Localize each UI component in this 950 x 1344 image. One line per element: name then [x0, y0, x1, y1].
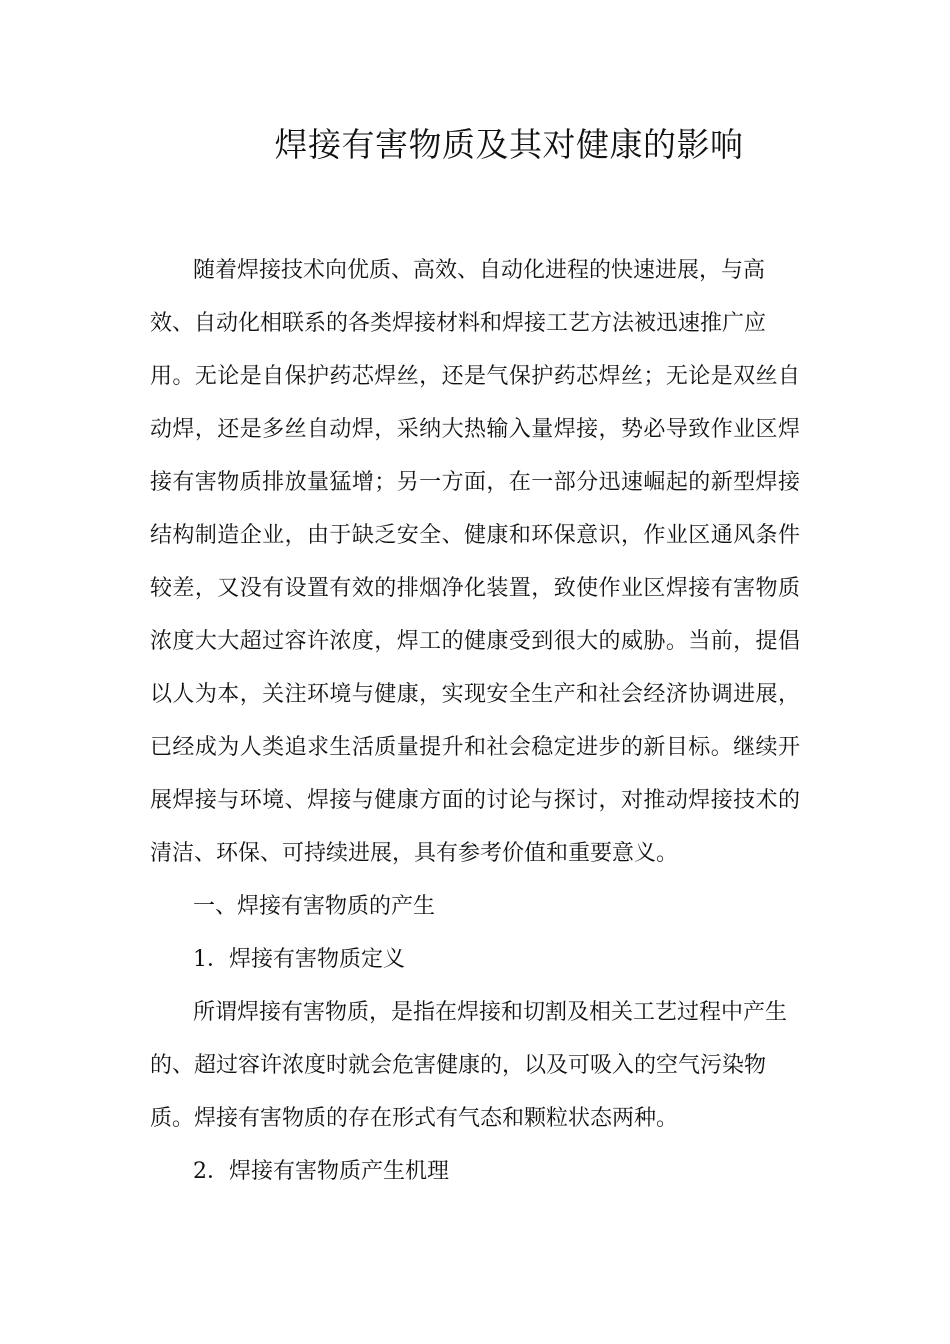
paragraph-line: 质。焊接有害物质的存在形式有气态和颗粒状态两种。: [150, 1106, 679, 1131]
paragraph-line: 的、超过容许浓度时就会危害健康的，以及可吸入的空气污染物: [150, 1053, 767, 1078]
document-title: 焊接有害物质及其对健康的影响: [274, 125, 744, 164]
paragraph-line: 动焊，还是多丝自动焊，采纳大热输入量焊接，势必导致作业区焊: [150, 417, 800, 442]
paragraph-line: 展焊接与环境、焊接与健康方面的讨论与探讨，对推动焊接技术的: [150, 788, 800, 813]
paragraph-line: 浓度大大超过容许浓度，焊工的健康受到很大的威胁。当前，提倡: [150, 629, 800, 654]
paragraph-line: 结构制造企业，由于缺乏安全、健康和环保意识，作业区通风条件: [150, 523, 800, 548]
paragraph-line: 以人为本，关注环境与健康，实现安全生产和社会经济协调进展，: [150, 682, 800, 707]
section-heading: 一、焊接有害物质的产生: [193, 894, 436, 919]
subsection-heading: 2．焊接有害物质产生机理: [193, 1159, 449, 1184]
paragraph-definition: [150, 986, 800, 1145]
document-body: [150, 244, 800, 1198]
paragraph-line: 用。无论是自保护药芯焊丝，还是气保护药芯焊丝；无论是双丝自: [150, 364, 800, 389]
paragraph-line: 随着焊接技术向优质、高效、自动化进程的快速进展，与高: [193, 258, 766, 283]
paragraph-line: 较差，又没有设置有效的排烟净化装置，致使作业区焊接有害物质: [150, 576, 800, 601]
paragraph-line: 所谓焊接有害物质，是指在焊接和切割及相关工艺过程中产生: [193, 1000, 788, 1025]
subsection-heading: 1．焊接有害物质定义: [193, 947, 405, 972]
paragraph-line: 清洁、环保、可持续进展，具有参考价值和重要意义。: [150, 841, 679, 866]
paragraph-intro: [150, 244, 800, 880]
paragraph-line: 效、自动化相联系的各类焊接材料和焊接工艺方法被迅速推广应: [150, 311, 767, 336]
paragraph-line: 接有害物质排放量猛增；另一方面，在一部分迅速崛起的新型焊接: [150, 470, 800, 495]
paragraph-line: 已经成为人类追求生活质量提升和社会稳定进步的新目标。继续开: [150, 735, 800, 760]
